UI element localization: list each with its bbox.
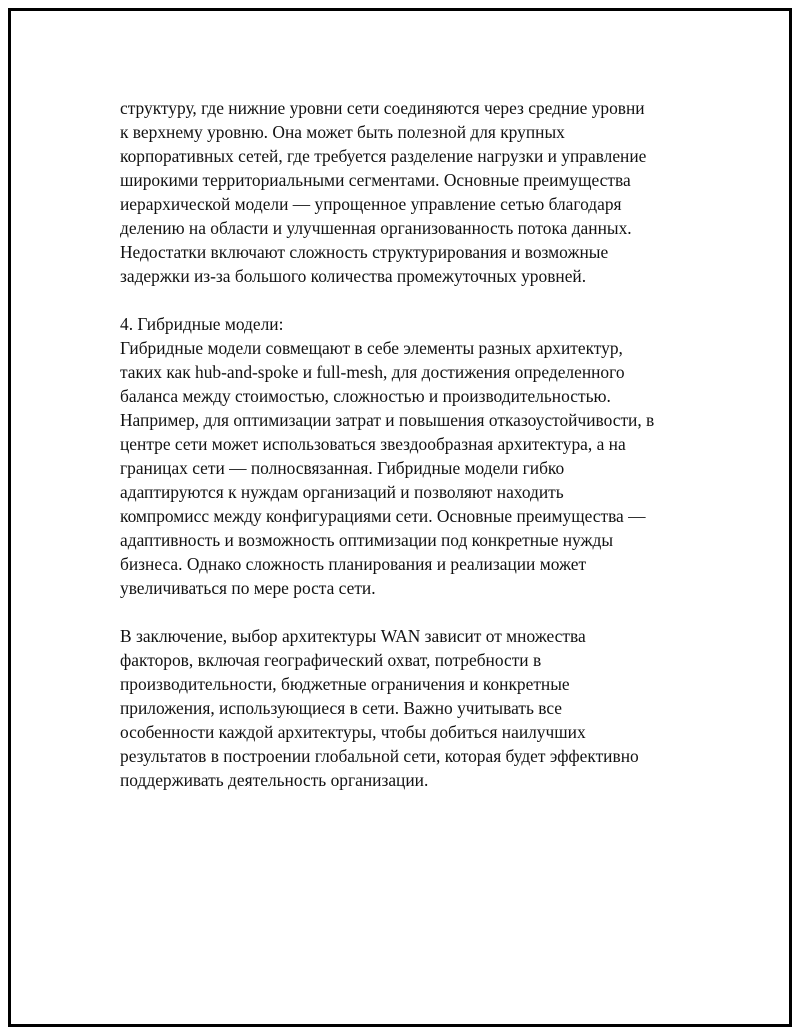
- document-page: [8, 8, 792, 1027]
- document-body: [120, 96, 700, 792]
- section-heading-hybrid-models: 4. Гибридные модели:: [120, 314, 284, 334]
- paragraph-hybrid-models: Гибридные модели совмещают в себе элементы разных архитектур, таких как hub-and-spoke и full-mesh, для достижения определенного баланса между стоимостью, сложностью и производительностью. Например, для оптимизации затрат и повышения отказоустойчивости, в центре сети может использоваться звездообразная архитектура, а на границах сети — полносвязанная. Гибридные модели гибко адаптируются к нуждам организаций и позволяют находить компромисс между конфигурациями сети. Основные преимущества — адаптивность и возможность оптимизации под конкретные нужды бизнеса. Однако сложность планирования и реализации может увеличиваться по мере роста сети.: [120, 338, 655, 598]
- paragraph-spacer: [120, 288, 700, 312]
- paragraph-hierarchical-model: структуру, где нижние уровни сети соединяются через средние уровни к верхнему уровню. Она может быть полезной для крупных корпоративных сетей, где требуется разделение нагрузки и управление широкими территориальными сегментами. Основные преимущества иерархической модели — упрощенное управление сетью благодаря делению на области и улучшенная организованность потока данных. Недостатки включают сложность структурирования и возможные задержки из-за большого количества промежуточных уровней.: [120, 98, 647, 286]
- paragraph-spacer: [120, 600, 700, 624]
- paragraph-conclusion: В заключение, выбор архитектуры WAN зависит от множества факторов, включая географический охват, потребности в производительности, бюджетные ограничения и конкретные приложения, использующиеся в сети. Важно учитывать все особенности каждой архитектуры, чтобы добиться наилучших результатов в построении глобальной сети, которая будет эффективно поддерживать деятельность организации.: [120, 626, 639, 790]
